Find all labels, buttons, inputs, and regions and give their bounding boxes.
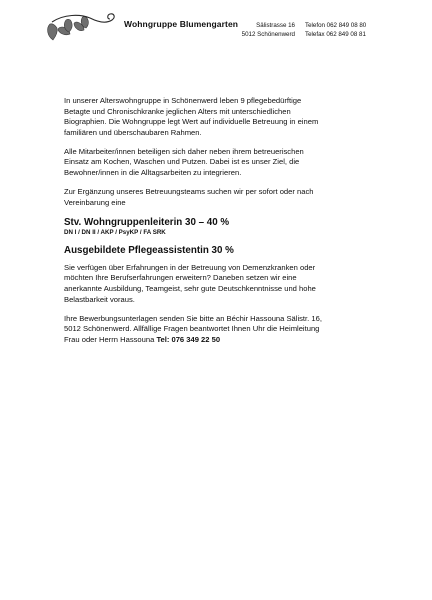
position1-title: Stv. Wohngruppenleiterin 30 – 40 %: [64, 216, 230, 228]
organization-name: Wohngruppe Blumengarten: [124, 19, 239, 29]
application-paragraph: Ihre Bewerbungsunterlagen senden Sie bitte an Béchir Hassouna Sälistr. 16, 5012 Schönenwerd. Allfällige Fragen beantwortet Ihnen Uhr die Heimleitung Frau oder Herrn Hassouna Tel: 076 349 22 50: [64, 313, 322, 344]
staff-paragraph: Alle Mitarbeiter/innen beteiligen sich daher neben ihrem betreuerischen Einsatz am Kochen, Waschen und Putzen. Dabei ist es unser Ziel, die Bewohner/innen in die Alltagsarbeiten zu integrieren.: [64, 146, 304, 178]
leaf-icon: [48, 24, 58, 40]
position2-title: Ausgebildete Pflegeassistentin 30 %: [64, 244, 234, 256]
contact-block: [305, 21, 366, 39]
position1-qualifications: DN I / DN II / AKP / PsyKP / FA SRK: [64, 228, 166, 236]
search-paragraph: Zur Ergänzung unseres Betreuungsteams suchen wir per sofort oder nach Vereinbarung eine: [64, 187, 314, 207]
street-address: Sälistrasse 16: [256, 22, 295, 29]
city-address: 5012 Schönenwerd: [241, 31, 295, 38]
flower-logo: [44, 10, 120, 44]
intro-paragraph: In unserer Alterswohngruppe in Schönenwerd leben 9 pflegebedürftige Betagte und Chronischkranke jeglichen Alters mit unterschiedlichen Biographien. Die Wohngruppe legt Wert auf individuelle Betreuung in einem familiären und überschaubaren Rahmen.: [64, 96, 319, 137]
letter-body: [64, 96, 368, 354]
phone-number: Telefon 062 849 08 80: [305, 22, 367, 29]
contact-phone: Tel: 076 349 22 50: [156, 334, 221, 344]
fax-number: Telefax 062 849 08 81: [305, 31, 366, 38]
requirements-paragraph: Sie verfügen über Erfahrungen in der Betreuung von Demenzkranken oder möchten Ihre Berufserfahrungen erweitern? Daneben setzen wir eine anerkannte Ausbildung, Teamgeist, sehr gute Deutschkenntnisse und hohe Belastbarkeit voraus.: [64, 262, 316, 304]
address-block: [225, 21, 295, 39]
